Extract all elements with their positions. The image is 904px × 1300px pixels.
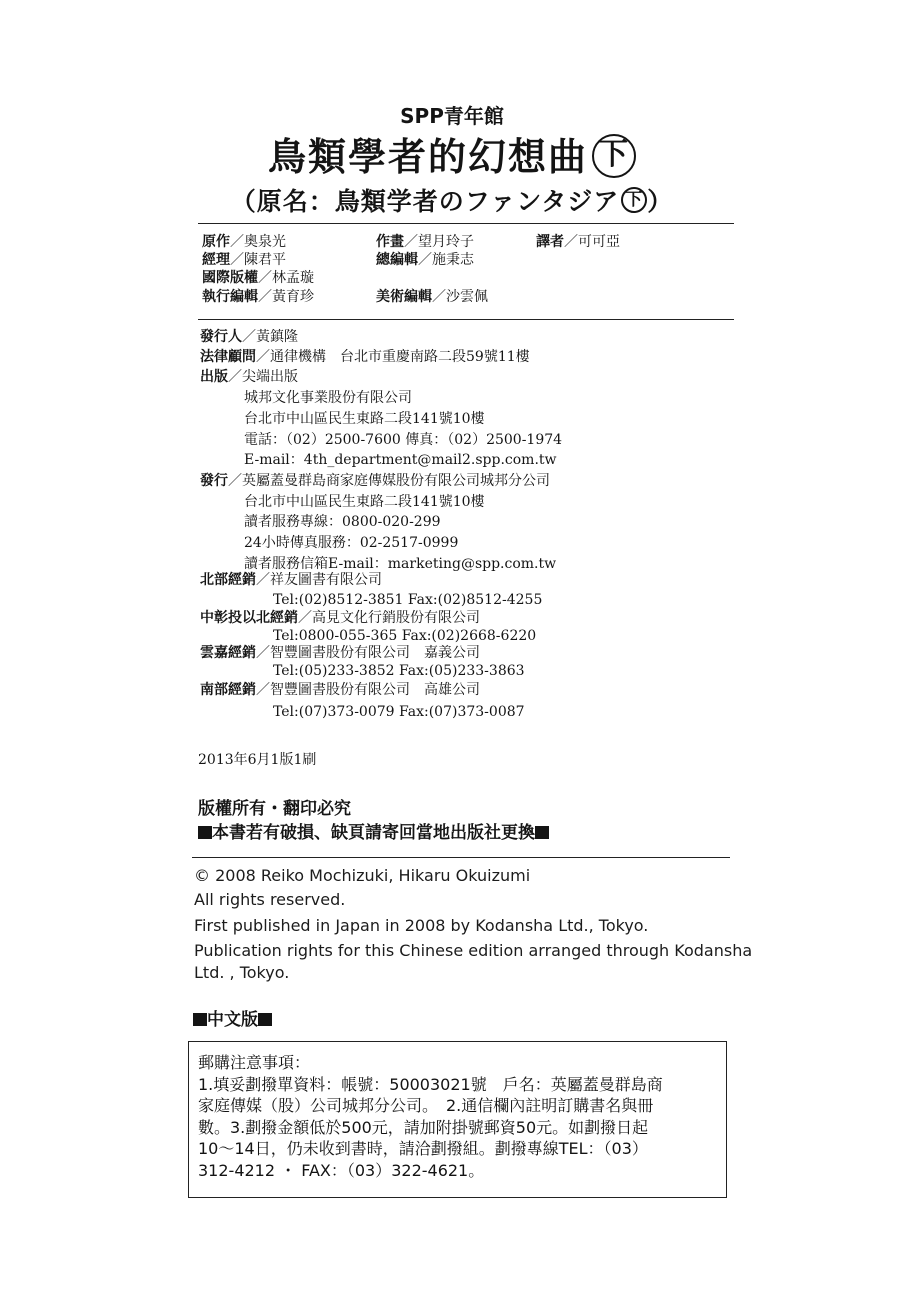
credit-label: 經理 bbox=[202, 252, 230, 268]
south-dealer-line bbox=[200, 680, 480, 700]
book-title bbox=[0, 126, 904, 182]
original-volume-badge: 下 bbox=[621, 187, 647, 213]
credit-value: ／施秉志 bbox=[418, 252, 474, 268]
credit-label: 美術編輯 bbox=[376, 289, 432, 305]
rights-reserved: 版權所有・翻印必究 bbox=[198, 799, 351, 819]
fax-service: 24小時傳真服務：02-2517-0999 bbox=[244, 535, 459, 551]
yunjia-dealer-label: 雲嘉經銷 bbox=[200, 645, 256, 661]
north-dealer-label: 北部經銷 bbox=[200, 572, 256, 588]
mail-order-line: 家庭傳媒（股）公司城邦分公司。 2.通信欄內註明訂購書名與冊 bbox=[198, 1096, 654, 1115]
south-dealer-value: ／智豐圖書股份有限公司 高雄公司 bbox=[256, 682, 480, 698]
mail-order-line: 10～14日，仍未收到書時，請洽劃撥組。劃撥專線TEL：（03） bbox=[198, 1139, 648, 1158]
credit-value: ／林孟璇 bbox=[258, 270, 314, 286]
credit-manga bbox=[376, 233, 474, 251]
credit-value: ／望月玲子 bbox=[404, 234, 474, 250]
publication-rights-line-2: Ltd. , Tokyo. bbox=[194, 963, 290, 982]
legal-value: ／通律機構 台北市重慶南路二段59號11樓 bbox=[256, 349, 530, 365]
north-dealer-value: ／祥友圖書有限公司 bbox=[256, 572, 382, 588]
press-line bbox=[200, 367, 298, 387]
first-published-line: First published in Japan in 2008 by Kodansha Ltd., Tokyo. bbox=[194, 916, 649, 935]
north-dealer-line bbox=[200, 570, 382, 590]
north-dealer-contact: Tel:(02)8512-3851 Fax:(02)8512-4255 bbox=[273, 592, 543, 608]
press-company: 城邦文化事業股份有限公司 bbox=[244, 390, 412, 406]
yunjia-dealer-value: ／智豐圖書股份有限公司 嘉義公司 bbox=[256, 645, 480, 661]
publisher-label: 發行人 bbox=[200, 329, 242, 345]
central-dealer-label: 中彰投以北經銷 bbox=[200, 610, 298, 626]
divider-2 bbox=[198, 319, 734, 320]
yunjia-dealer-contact: Tel:(05)233-3852 Fax:(05)233-3863 bbox=[273, 663, 525, 679]
press-email: E-mail：4th_department@mail2.spp.com.tw bbox=[244, 452, 557, 468]
credit-exec-editor bbox=[202, 288, 314, 306]
original-title-suffix: ） bbox=[647, 187, 674, 216]
copyright-line: © 2008 Reiko Mochizuki, Hikaru Okuizumi bbox=[194, 866, 531, 885]
credit-chief-editor bbox=[376, 251, 474, 269]
south-dealer-label: 南部經銷 bbox=[200, 682, 256, 698]
credit-label: 作畫 bbox=[376, 234, 404, 250]
square-bullet-icon bbox=[258, 1013, 272, 1026]
book-title-text: 鳥類學者的幻想曲 bbox=[267, 135, 588, 179]
return-notice bbox=[198, 818, 549, 843]
distributor-line bbox=[200, 471, 550, 491]
edition-date: 2013年6月1版1刷 bbox=[198, 752, 317, 768]
divider-3 bbox=[192, 857, 730, 858]
chinese-edition-text: 中文版 bbox=[207, 1010, 258, 1030]
square-bullet-icon bbox=[198, 826, 212, 839]
credit-label: 國際版權 bbox=[202, 270, 258, 286]
service-hotline: 讀者服務專線：0800-020-299 bbox=[244, 514, 441, 530]
credit-label: 總編輯 bbox=[376, 252, 418, 268]
original-title-text: 鳥類学者のファンタジア bbox=[334, 187, 620, 216]
press-address: 台北市中山區民生東路二段141號10樓 bbox=[244, 411, 485, 427]
mail-order-line: 1.填妥劃撥單資料：帳號：50003021號 戶名：英屬蓋曼群島商 bbox=[198, 1074, 663, 1094]
legal-line bbox=[200, 347, 530, 367]
publication-rights-line: Publication rights for this Chinese edition arranged through Kodansha bbox=[194, 941, 753, 960]
credit-manager bbox=[202, 251, 286, 269]
distributor-value: ／英屬蓋曼群島商家庭傳媒股份有限公司城邦分公司 bbox=[228, 473, 550, 489]
credit-label: 譯者 bbox=[536, 234, 564, 250]
credit-value: ／奧泉光 bbox=[230, 234, 286, 250]
central-dealer-contact: Tel:0800-055-365 Fax:(02)2668-6220 bbox=[273, 628, 537, 644]
central-dealer-value: ／高見文化行銷股份有限公司 bbox=[298, 610, 480, 626]
publisher-line bbox=[200, 327, 298, 347]
series-name: SPP青年館 bbox=[400, 104, 504, 128]
service-email: 讀者服務信箱E-mail：marketing@spp.com.tw bbox=[244, 556, 557, 572]
central-dealer-line bbox=[200, 608, 480, 628]
press-label: 出版 bbox=[200, 369, 228, 385]
publisher-value: ／黃鎮隆 bbox=[242, 329, 298, 345]
credit-intl-rights bbox=[202, 269, 314, 287]
press-value: ／尖端出版 bbox=[228, 369, 298, 385]
legal-label: 法律顧問 bbox=[200, 349, 256, 365]
credit-value: ／陳君平 bbox=[230, 252, 286, 268]
credit-label: 原作 bbox=[202, 234, 230, 250]
distributor-address: 台北市中山區民生東路二段141號10樓 bbox=[244, 494, 485, 510]
square-bullet-icon bbox=[193, 1013, 207, 1026]
credit-value: ／黃育珍 bbox=[258, 289, 314, 305]
south-dealer-contact: Tel:(07)373-0079 Fax:(07)373-0087 bbox=[273, 704, 525, 720]
chinese-edition-label bbox=[193, 1005, 272, 1030]
credit-value: ／沙雲佩 bbox=[432, 289, 488, 305]
press-phone: 電話：（02）2500-7600 傳真：（02）2500-1974 bbox=[244, 432, 563, 448]
credit-original-author bbox=[202, 233, 286, 251]
mail-order-line: 312-4212 ・ FAX：（03）322-4621。 bbox=[198, 1160, 485, 1180]
return-notice-text: 本書若有破損、缺頁請寄回當地出版社更換 bbox=[212, 823, 535, 843]
credit-value: ／可可亞 bbox=[564, 234, 620, 250]
yunjia-dealer-line bbox=[200, 643, 480, 663]
original-title bbox=[0, 182, 904, 218]
credit-art-editor bbox=[376, 288, 488, 306]
mail-order-line: 數。3.劃撥金額低於500元，請加附掛號郵資50元。如劃撥日起 bbox=[198, 1117, 649, 1137]
credit-label: 執行編輯 bbox=[202, 289, 258, 305]
mail-order-heading: 郵購注意事項： bbox=[198, 1053, 311, 1072]
square-bullet-icon bbox=[535, 826, 549, 839]
credit-translator bbox=[536, 233, 620, 251]
original-title-prefix: （原名： bbox=[230, 187, 335, 216]
distributor-label: 發行 bbox=[200, 473, 228, 489]
volume-badge: 下 bbox=[592, 134, 636, 178]
all-rights-line: All rights reserved. bbox=[194, 890, 346, 909]
divider-1 bbox=[198, 223, 734, 224]
mail-order-box bbox=[188, 1041, 727, 1198]
